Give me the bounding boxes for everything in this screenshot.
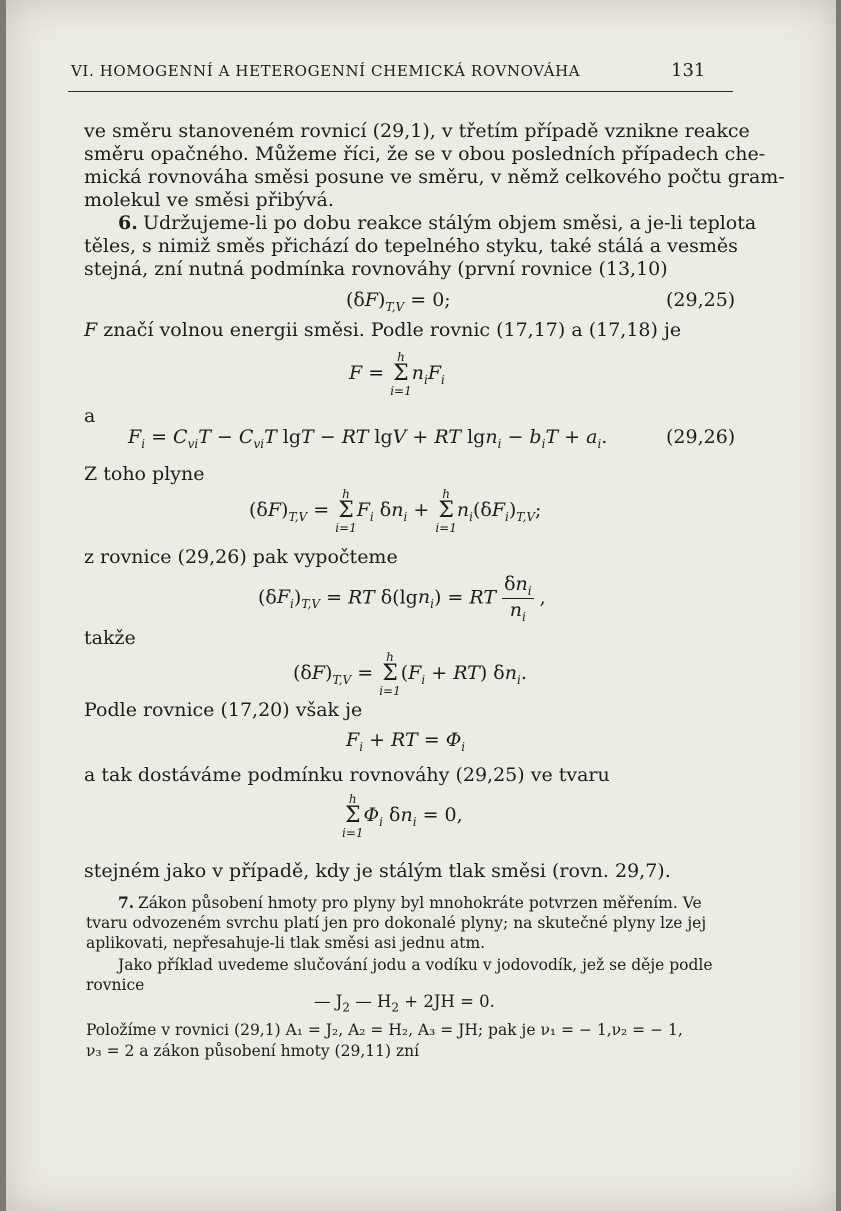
small-text-line: Položíme v rovnici (29,1) A₁ = J₂, A₂ = H₂, A₃ = JH; pak je ν₁ = − 1,ν₂ = − 1, — [86, 1021, 683, 1039]
equation-chemical-potential: $F_i$ + RT = $\Phi_i$ — [346, 729, 466, 754]
equation-29-26: $F_i = C_{vi}T - C_{vi}T$ lgT − RT lgV + RT $\lg n_i - b_iT + a_i$. — [128, 426, 608, 451]
text-line: mická rovnováha směsi posune ve směru, v němž celkového počtu gram- — [84, 166, 785, 188]
small-text-line: Jako příklad uvedeme slučování jodu a vodíku v jodovodík, jež se děje podle — [118, 956, 713, 974]
text-line: Udržujeme-li po dobu reakce stálým objem směsi, a je-li teplota — [143, 212, 757, 234]
text-line: ve směru stanoveném rovnicí (29,1), v třetím případě vznikne reakce — [84, 120, 750, 142]
equation-29-25: $(\delta F)_{T,V} = 0$; — [346, 289, 451, 314]
sum-symbol: h Σ i=1 — [390, 350, 412, 398]
sum-symbol: h Σ i=1 — [335, 487, 357, 535]
sum-symbol: h Σ i=1 — [435, 487, 457, 535]
page-number: 131 — [671, 60, 706, 81]
equation-label: (29,25) — [666, 289, 736, 311]
equation-free-energy-sum: F = h Σ i=1 $n_iF_i$ — [349, 350, 445, 398]
small-text-line: ν₃ = 2 a zákon působení hmoty (29,11) zní — [86, 1042, 420, 1060]
text-line: takže — [84, 627, 136, 649]
equation-total: $(\delta F)_{T,V}$ = h Σ i=1 $(F_i + RT)$ $\delta n_i$. — [293, 650, 527, 698]
text-line: Podle rovnice (17,20) však je — [84, 699, 363, 721]
small-text-line: aplikovati, nepřesahuje-li tlak směsi asi jednu atm. — [86, 934, 486, 952]
small-text-line: rovnice — [86, 976, 145, 994]
equation-label: (29,26) — [666, 426, 736, 448]
equation-partial: $(\delta F_i)_{T,V}$ = RT δ(lgn$_i$) = RT $\frac{\delta n_i}{n_i}$ , — [258, 573, 546, 624]
header-rule — [68, 91, 733, 92]
text-line: těles, s nimiž směs přichází do tepelného styku, také stálá a vesměs — [84, 235, 738, 257]
section-number: 6. — [118, 212, 138, 234]
small-text-line: Zákon působení hmoty pro plyny byl mnohokráte potvrzen měřením. Ve — [138, 894, 702, 912]
text-line: molekul ve směsi přibývá. — [84, 189, 334, 211]
text-line: z rovnice (29,26) pak vypočteme — [84, 546, 398, 568]
text-line: a tak dostáváme podmínku rovnováhy (29,25) ve tvaru — [84, 764, 610, 786]
fraction: $\frac{\delta n_i}{n_i}$ — [504, 573, 532, 624]
section-number: 7. — [118, 893, 135, 912]
text-line: a — [84, 405, 96, 427]
text-line: směru opačného. Můžeme říci, že se v obou posledních případech che- — [84, 143, 766, 165]
equation-variation: $(\delta F)_{T,V}$ = h Σ i=1 $F_i$ $\delta n_i$ + h Σ i=1 $n_i(\delta F_i)_{T,V}$; — [249, 487, 542, 535]
equation-equilibrium: h Σ i=1 $\Phi_i$ $\delta n_i = 0$, — [342, 792, 463, 840]
small-text-line: tvaru odvozeném svrchu platí jen pro dokonalé plyny; na skutečné plyny lze jej — [86, 914, 707, 932]
sum-symbol: h Σ i=1 — [379, 650, 401, 698]
equation-reaction: — $J_2$ — $H_2 + 2JH = 0$. — [314, 992, 495, 1015]
text-line: stejná, zní nutná podmínka rovnováhy (první rovnice (13,10) — [84, 258, 668, 280]
text-line: F značí volnou energii směsi. Podle rovnic (17,17) a (17,18) je — [84, 319, 682, 341]
sum-symbol: h Σ i=1 — [342, 792, 364, 840]
text-line: Z toho plyne — [84, 463, 205, 485]
page — [6, 0, 836, 1211]
running-header: VI. HOMOGENNÍ A HETEROGENNÍ CHEMICKÁ ROVNOVÁHA — [71, 62, 581, 80]
text-span: značí volnou energii směsi. Podle rovnic (17,17) a (17,18) je — [103, 319, 682, 341]
text-line: stejném jako v případě, kdy je stálým tlak směsi (rovn. 29,7). — [84, 860, 671, 882]
